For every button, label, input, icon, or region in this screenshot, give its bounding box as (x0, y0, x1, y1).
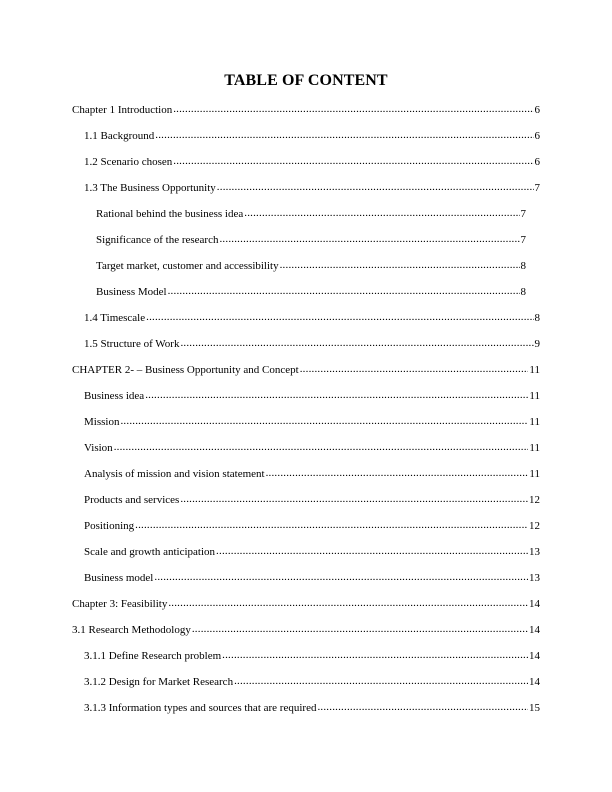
dot-leader (317, 701, 528, 714)
toc-entry-page: 11 (529, 442, 540, 454)
dot-leader (234, 675, 528, 688)
dot-leader (280, 259, 520, 272)
toc-entry-page: 12 (529, 520, 540, 532)
dot-leader (114, 441, 529, 454)
toc-entry-page: 6 (534, 104, 540, 116)
dot-leader (145, 389, 528, 402)
toc-entry-label: Rational behind the business idea (96, 208, 244, 220)
toc-entry-label: Vision (84, 442, 113, 454)
dot-leader (173, 155, 533, 168)
toc-entry-label: Positioning (84, 520, 135, 532)
toc-entry-label: Significance of the research (96, 234, 219, 246)
toc-entry-label: Business idea (84, 390, 145, 402)
dot-leader (266, 467, 529, 480)
toc-entry-analysis[interactable] (84, 468, 540, 481)
toc-entry-page: 9 (534, 338, 540, 350)
toc-entry-label: CHAPTER 2- – Business Opportunity and Concept (72, 364, 299, 376)
toc-entry-label: Analysis of mission and vision statement (84, 468, 265, 480)
toc-entry-page: 14 (529, 624, 540, 636)
toc-entry-chapter-1[interactable] (72, 104, 540, 117)
toc-entry-page: 14 (529, 650, 540, 662)
toc-entry-label: Business model (84, 572, 154, 584)
dot-leader (120, 415, 528, 428)
toc-entry-page: 8 (520, 260, 526, 272)
toc-entry-page: 12 (529, 494, 540, 506)
toc-entry-page: 15 (529, 702, 540, 714)
toc-entry-label: Chapter 3: Feasibility (72, 598, 168, 610)
toc-entry-scale[interactable] (84, 546, 540, 559)
dot-leader (168, 285, 520, 298)
toc-entry-page: 7 (520, 208, 526, 220)
toc-entry-page: 11 (529, 468, 540, 480)
dot-leader (222, 649, 528, 662)
toc-entry-chapter-3[interactable] (72, 598, 540, 611)
toc-entry-target-market[interactable] (96, 260, 526, 273)
toc-entry-page: 8 (520, 286, 526, 298)
toc-entry-label: Mission (84, 416, 120, 428)
toc-entry-1-2[interactable] (84, 156, 540, 169)
toc-entry-business-model-1[interactable] (96, 286, 526, 299)
toc-entry-label: 1.2 Scenario chosen (84, 156, 173, 168)
toc-entry-label: Chapter 1 Introduction (72, 104, 173, 116)
toc-entry-page: 13 (529, 572, 540, 584)
toc-entry-label: 1.1 Background (84, 130, 155, 142)
dot-leader (216, 545, 528, 558)
dot-leader (173, 103, 533, 116)
toc-entry-mission[interactable] (84, 416, 540, 429)
toc-entry-business-idea[interactable] (84, 390, 540, 403)
toc-entry-rational[interactable] (96, 208, 526, 221)
toc-entry-label: Business Model (96, 286, 167, 298)
toc-entry-page: 7 (534, 182, 540, 194)
toc-entry-3-1-2[interactable] (84, 676, 540, 689)
dot-leader (219, 233, 519, 246)
toc-entry-label: Target market, customer and accessibility (96, 260, 279, 272)
toc-entry-page: 14 (529, 598, 540, 610)
toc-entry-positioning[interactable] (84, 520, 540, 533)
toc-entry-1-3[interactable] (84, 182, 540, 195)
toc-entry-page: 11 (529, 416, 540, 428)
toc-entry-vision[interactable] (84, 442, 540, 455)
toc-entry-label: 3.1.2 Design for Market Research (84, 676, 234, 688)
toc-entry-3-1-3[interactable] (84, 702, 540, 715)
toc-entry-label: 1.5 Structure of Work (84, 338, 180, 350)
toc-entry-page: 8 (534, 312, 540, 324)
toc-entry-page: 6 (534, 156, 540, 168)
toc-entry-page: 7 (520, 234, 526, 246)
toc-entry-1-4[interactable] (84, 312, 540, 325)
dot-leader (146, 311, 533, 324)
toc-entry-page: 11 (529, 390, 540, 402)
toc-entry-significance[interactable] (96, 234, 526, 247)
page-title: TABLE OF CONTENT (224, 72, 388, 89)
toc-entry-page: 6 (534, 130, 540, 142)
dot-leader (154, 571, 528, 584)
toc-entry-label: Scale and growth anticipation (84, 546, 216, 558)
toc-entry-1-1[interactable] (84, 130, 540, 143)
dot-leader (180, 337, 533, 350)
toc-entry-label: 3.1 Research Methodology (72, 624, 191, 636)
toc-entry-1-5[interactable] (84, 338, 540, 351)
dot-leader (244, 207, 519, 220)
dot-leader (168, 597, 528, 610)
dot-leader (180, 493, 528, 506)
toc-entry-label: 3.1.3 Information types and sources that are required (84, 702, 317, 714)
toc-entry-page: 14 (529, 676, 540, 688)
dot-leader (300, 363, 529, 376)
toc-entry-3-1-1[interactable] (84, 650, 540, 663)
toc-entry-label: 3.1.1 Define Research problem (84, 650, 222, 662)
toc-entry-chapter-2[interactable] (72, 364, 540, 377)
toc-entry-label: 1.4 Timescale (84, 312, 146, 324)
toc-entry-3-1[interactable] (72, 624, 540, 637)
toc-entry-business-model-2[interactable] (84, 572, 540, 585)
toc-entry-page: 11 (529, 364, 540, 376)
dot-leader (155, 129, 533, 142)
toc-entry-products[interactable] (84, 494, 540, 507)
toc-entry-label: 1.3 The Business Opportunity (84, 182, 216, 194)
toc-entry-page: 13 (529, 546, 540, 558)
dot-leader (135, 519, 528, 532)
dot-leader (217, 181, 534, 194)
dot-leader (192, 623, 528, 636)
toc-entry-label: Products and services (84, 494, 180, 506)
